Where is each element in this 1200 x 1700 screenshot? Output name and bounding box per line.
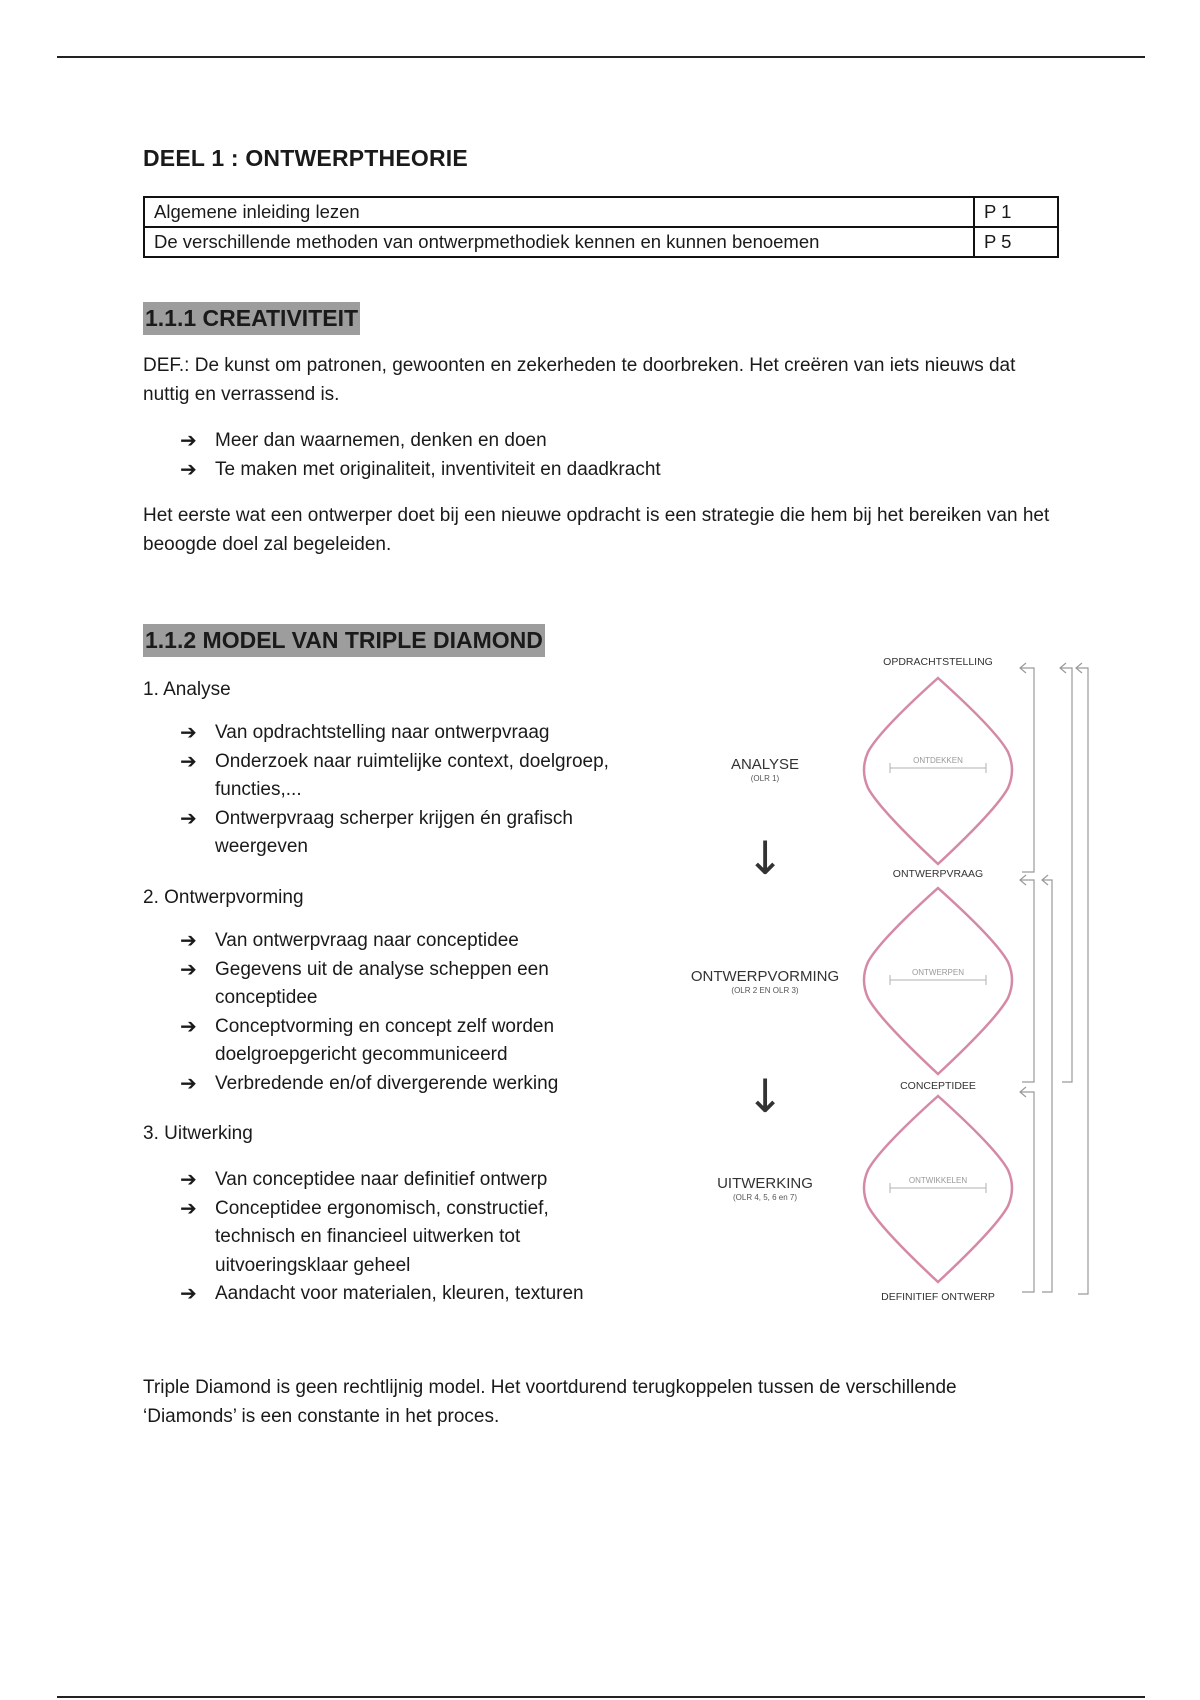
inner-label-uitwerking: ONTWIKKELEN	[908, 1176, 968, 1185]
list-item-text: Te maken met originaliteit, inventiviteit en daadkracht	[215, 458, 661, 480]
list-item-text: Meer dan waarnemen, denken en doen	[215, 430, 547, 451]
arrow-right-icon: ➔	[180, 430, 197, 452]
phase-sub-analyse: (OLR 1)	[750, 774, 780, 783]
list-item-text: Gegevens uit de analyse scheppen een conceptidee	[215, 958, 549, 1008]
stage-label-definitief-ontwerp: DEFINITIEF ONTWERP	[881, 1291, 995, 1303]
list-item-text: Van ontwerpvraag naar conceptidee	[215, 930, 519, 951]
phase-title-analyse: 1. Analyse	[143, 679, 231, 700]
objective-text: Algemene inleiding lezen	[144, 197, 974, 227]
arrow-right-icon: ➔	[180, 1072, 197, 1095]
bottom-rule	[57, 1696, 1145, 1698]
arrow-right-icon: ➔	[180, 1169, 197, 1191]
inner-label-analyse: ONTDEKKEN	[913, 756, 963, 765]
diamond-shape-uitwerking	[864, 1096, 1012, 1282]
diamond-shape-ontwerpvorming	[864, 888, 1012, 1074]
list-item-text: Conceptidee ergonomisch, constructief, technisch en financieel uitwerken tot uitvoeringsklaar geheel	[215, 1197, 549, 1276]
arrow-right-icon: ➔	[180, 722, 197, 744]
strategy-paragraph: Het eerste wat een ontwerper doet bij een nieuwe opdracht is een strategie die hem bij het bereiken van het beoogde doel zal begeleiden.	[143, 505, 1050, 555]
list-item-text: Verbredende en/of divergerende werking	[215, 1072, 559, 1094]
list-item-text: Conceptvorming en concept zelf worden doelgroepgericht gecommuniceerd	[215, 1015, 555, 1065]
list-item-text: Van opdrachtstelling naar ontwerpvraag	[215, 722, 550, 743]
section-heading-creativiteit: 1.1.1 CREATIVITEIT	[143, 302, 360, 335]
arrow-right-icon: ➔	[180, 1015, 197, 1038]
phase-sub-uitwerking: (OLR 4, 5, 6 en 7)	[732, 1193, 798, 1202]
arrow-right-icon: ➔	[180, 958, 197, 981]
phase-label-ontwerpvorming: ONTWERPVORMING	[690, 968, 840, 985]
diamond-shape-analyse	[864, 678, 1012, 864]
list-item-text: Ontwerpvraag scherper krijgen én grafisch weergeven	[215, 807, 574, 857]
phase-sub-ontwerpvorming: (OLR 2 EN OLR 3)	[731, 986, 799, 995]
page-title: DEEL 1 : ONTWERPTHEORIE	[143, 145, 468, 171]
arrow-right-icon: ➔	[180, 1197, 197, 1220]
closing-paragraph: Triple Diamond is geen rechtlijnig model. Het voortdurend terugkoppelen tussen de verschillende ‘Diamonds’ is een constante in het proces.	[143, 1377, 957, 1427]
arrow-right-icon: ➔	[180, 1283, 197, 1305]
objective-text: De verschillende methoden van ontwerpmethodiek kennen en kunnen benoemen	[144, 227, 974, 257]
down-arrow-icon: ↓	[745, 831, 785, 885]
down-arrow-icon: ↓	[745, 1069, 785, 1123]
arrow-right-icon: ➔	[180, 458, 197, 481]
feedback-brackets	[1020, 663, 1088, 1294]
inner-label-ontwerpvorming: ONTWERPEN	[912, 968, 964, 977]
definition-paragraph: DEF.: De kunst om patronen, gewoonten en zekerheden te doorbreken. Het creëren van iets nieuws dat nuttig en verrassend is.	[143, 355, 1016, 405]
list-item-text: Van conceptidee naar definitief ontwerp	[215, 1169, 548, 1190]
objective-page: P 5	[974, 227, 1058, 257]
arrow-right-icon: ➔	[180, 807, 197, 830]
list-item-text: Aandacht voor materialen, kleuren, texturen	[215, 1283, 584, 1304]
phase-label-analyse: ANALYSE	[730, 756, 800, 773]
arrow-right-icon: ➔	[180, 930, 197, 952]
phase-label-uitwerking: UITWERKING	[717, 1175, 813, 1192]
phase-title-uitwerking: 3. Uitwerking	[143, 1123, 253, 1144]
stage-label-conceptidee: CONCEPTIDEE	[900, 1080, 976, 1092]
objective-page: P 1	[974, 197, 1058, 227]
arrow-right-icon: ➔	[180, 750, 197, 773]
stage-label-opdrachtstelling: OPDRACHTSTELLING	[883, 656, 993, 668]
list-item-text: Onderzoek naar ruimtelijke context, doelgroep, functies,...	[215, 750, 609, 800]
phase-title-ontwerpvorming: 2. Ontwerpvorming	[143, 887, 304, 908]
stage-label-ontwerpvraag: ONTWERPVRAAG	[892, 868, 984, 880]
section-heading-triple-diamond: 1.1.2 MODEL VAN TRIPLE DIAMOND	[143, 624, 545, 657]
